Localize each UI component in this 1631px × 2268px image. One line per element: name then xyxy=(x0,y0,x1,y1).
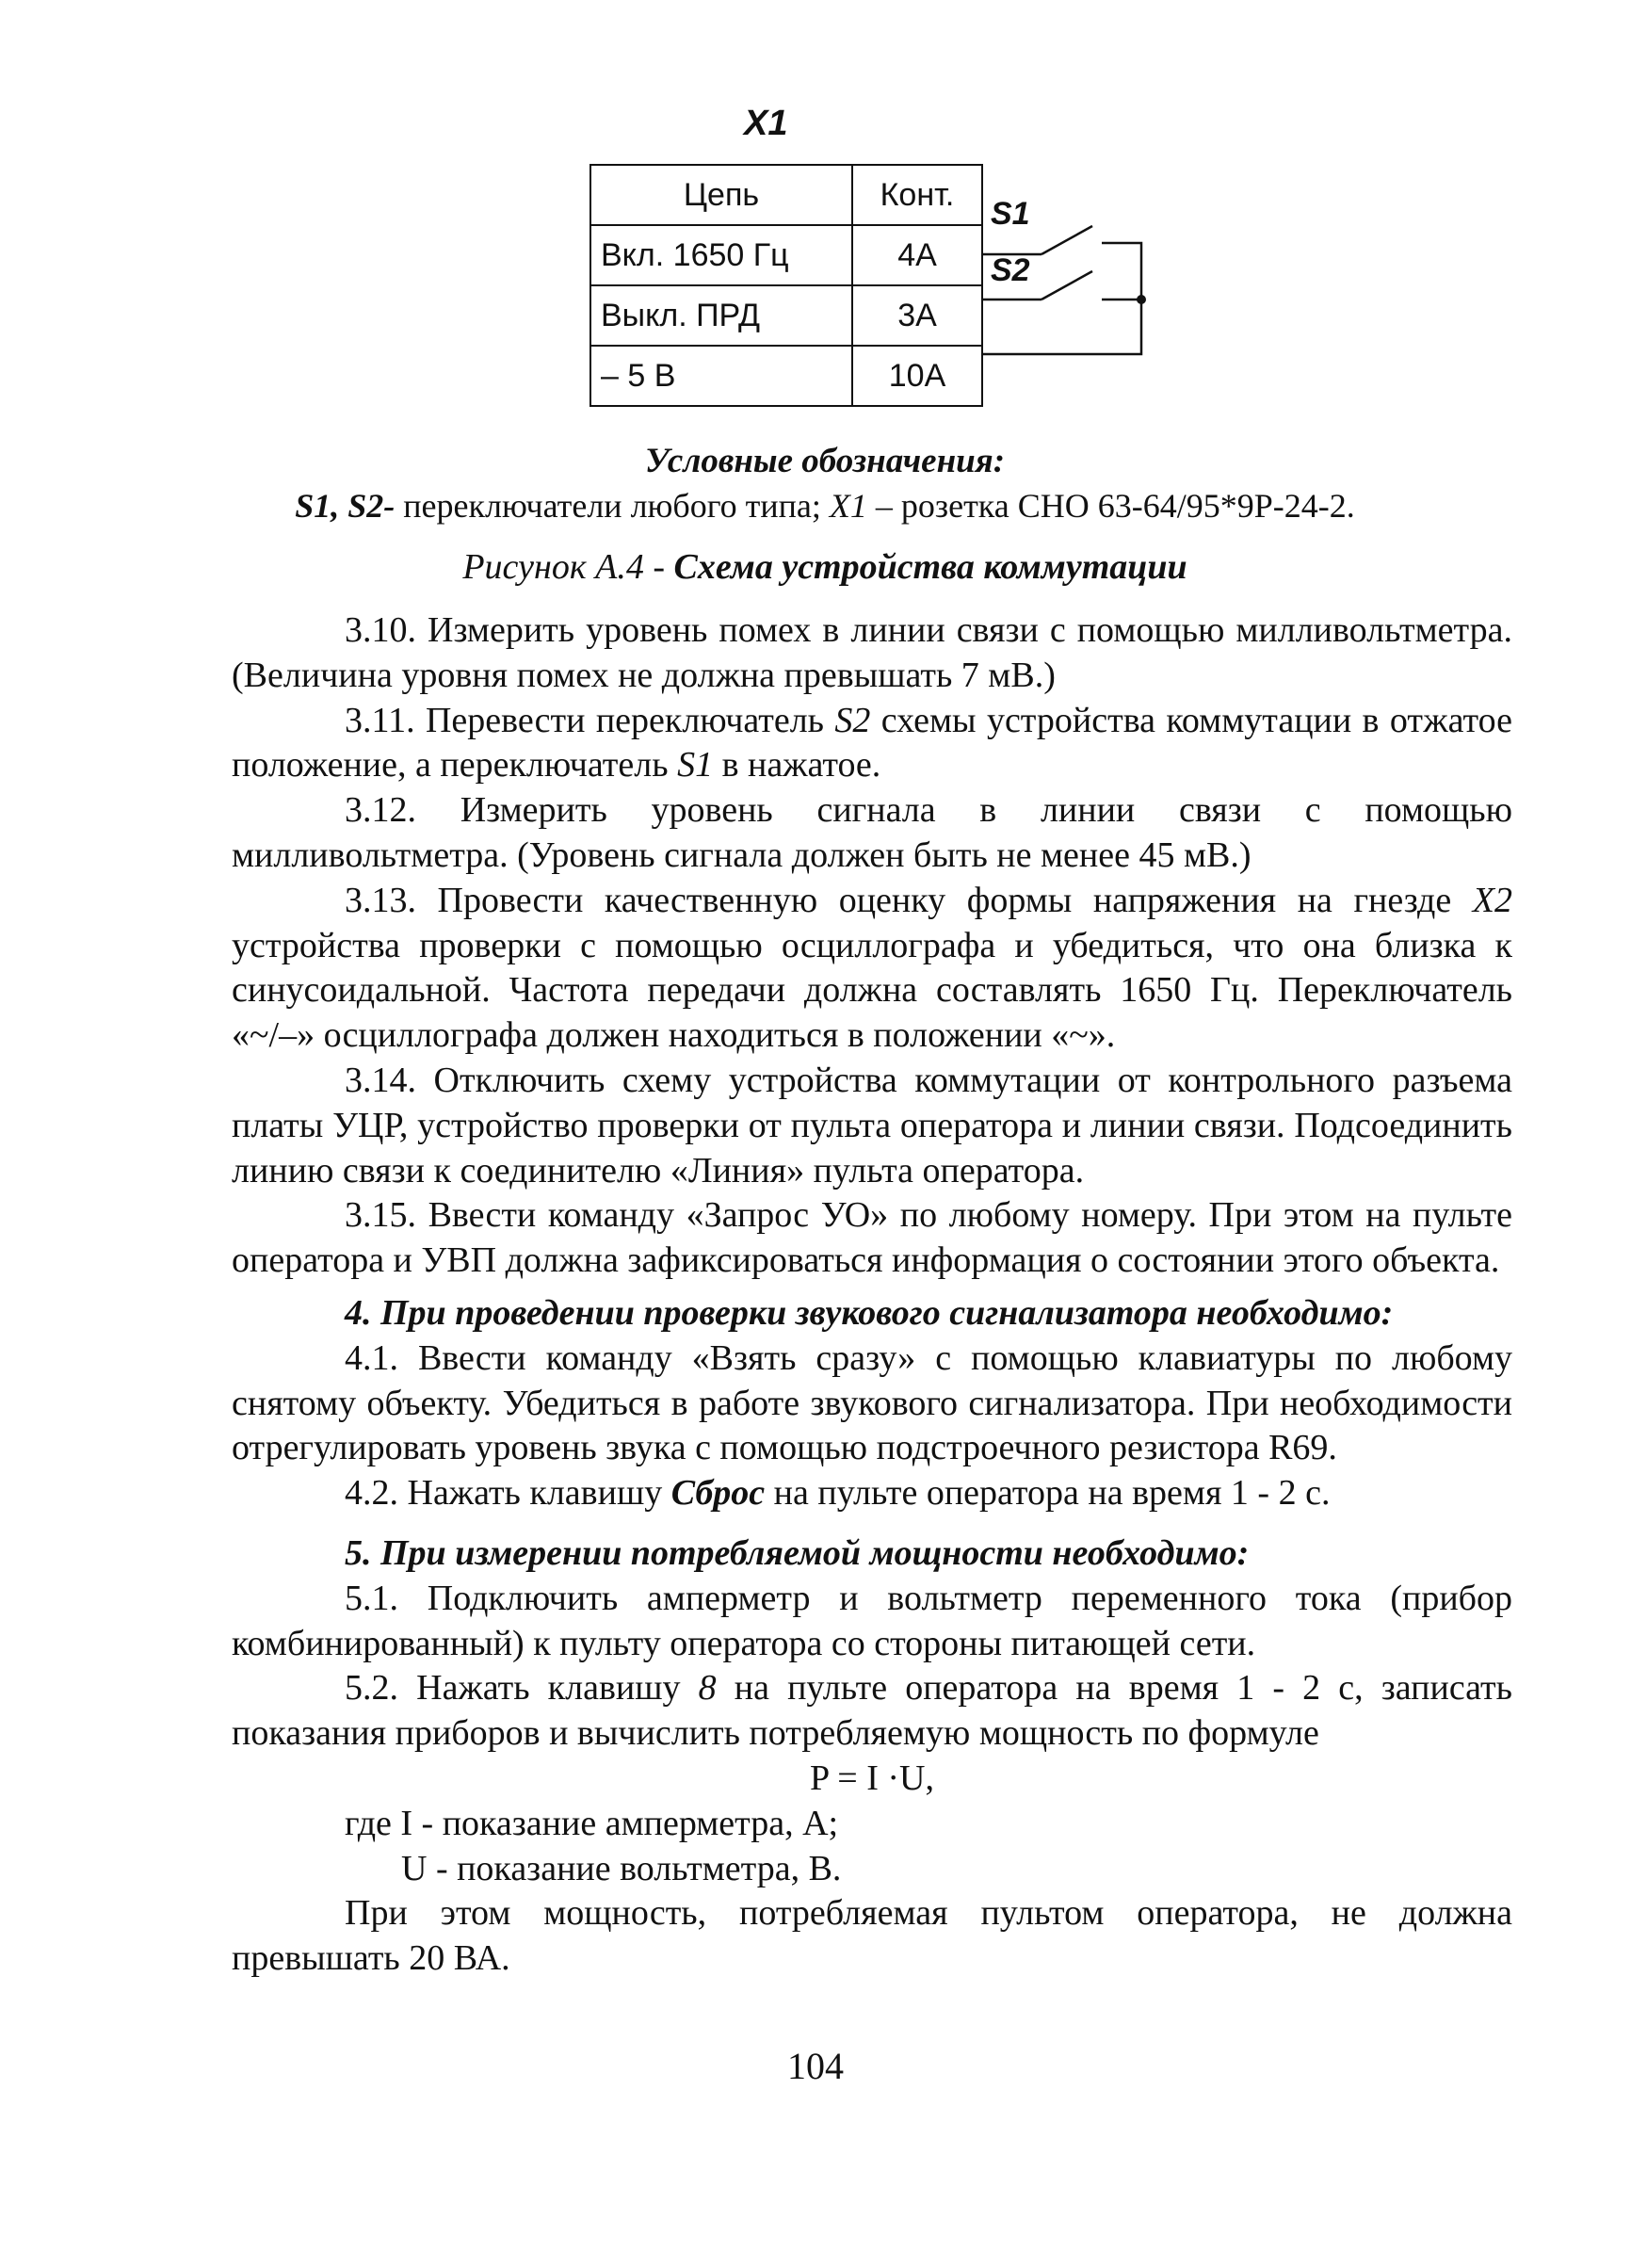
figure-caption xyxy=(226,546,1424,588)
step-5-1: 5.1. Подключить амперметр и вольтметр переменного тока (прибор комбинированный) к пульту оператора со стороны питающей сети. xyxy=(232,1578,1512,1663)
section-5-heading: 5. При измерении потребляемой мощности необходимо: xyxy=(345,1532,1250,1573)
table-row xyxy=(590,285,982,346)
header-contact: Конт. xyxy=(852,165,982,225)
power-formula: P = I ·U, xyxy=(810,1758,934,1798)
switch2-label: S2 xyxy=(991,252,1030,288)
step-4-1: 4.1. Ввести команду «Взять сразу» с помощью клавиатуры по любому снятому объекту. Убедиться в работе звукового сигнализатора. При необходимости отрегулировать уровень звука с помощью подстроечного резистора R69. xyxy=(232,1337,1512,1468)
legend-title: Условные обозначения: xyxy=(644,442,1006,480)
step-5-2: 5.2. Нажать клавишу 8 на пульте оператора на время 1 - 2 с, записать показания приборов и вычислить потребляемую мощность по формуле xyxy=(232,1668,1512,1754)
step-3-13: 3.13. Провести качественную оценку формы напряжения на гнезде X2 устройства проверки с помощью осциллографа и убедиться, что она близка к синусоидальной. Частота передачи должна составлять 1650 Гц. Переключатель «~/–» осциллографа должен находиться в положении «~». xyxy=(232,880,1512,1056)
formula-where-voltage: U - показание вольтметра, В. xyxy=(401,1848,842,1888)
switch1-label: S1 xyxy=(991,196,1030,232)
legend-switches: S1, S2- xyxy=(295,487,396,525)
table-header-row xyxy=(590,165,982,225)
step-3-14: 3.14. Отключить схему устройства коммутации от контрольного разъема платы УЦР, устройство проверки от пульта оператора и линии связи. Подсоединить линию связи к соединителю «Линия» пульта оператора. xyxy=(232,1060,1512,1191)
table-row xyxy=(590,346,982,406)
section-4-heading: 4. При проведении проверки звукового сигнализатора необходимо: xyxy=(345,1292,1394,1333)
s1-switch-blade xyxy=(1042,226,1092,254)
legend-line xyxy=(226,486,1424,526)
step-3-15: 3.15. Ввести команду «Запрос УО» по любому номеру. При этом на пульте оператора и УВП должна зафиксироваться информация о состоянии этого объекта. xyxy=(232,1195,1512,1281)
row-circuit: Выкл. ПРД xyxy=(590,285,852,346)
header-circuit: Цепь xyxy=(590,165,852,225)
common-wire xyxy=(981,300,1141,354)
legend-connector-desc: – розетка СНО 63-64/95*9Р-24-2. xyxy=(866,487,1355,525)
step-3-11: 3.11. Перевести переключатель S2 схемы устройства коммутации в отжатое положение, а переключатель S1 в нажатое. xyxy=(232,700,1512,786)
circuit-table xyxy=(589,164,983,407)
step-3-10: 3.10. Измерить уровень помех в линии связи с помощью милливольтметра. (Величина уровня помех не должна превышать 7 мВ.) xyxy=(232,610,1512,695)
row-contact: 4А xyxy=(852,225,982,285)
table-row xyxy=(590,225,982,285)
formula-where-current: где I - показание амперметра, А; xyxy=(345,1803,839,1843)
row-circuit: – 5 В xyxy=(590,346,852,406)
s2-switch-blade xyxy=(1042,271,1092,300)
caption-prefix: Рисунок А.4 - xyxy=(462,547,674,587)
step-4-2: 4.2. Нажать клавишу Сброс на пульте оператора на время 1 - 2 с. xyxy=(345,1473,1331,1514)
s1-wire-out xyxy=(1102,243,1141,300)
legend-switches-desc: переключатели любого типа; xyxy=(395,487,830,525)
step-3-12: 3.12. Измерить уровень сигнала в линии связи с помощью милливольтметра. (Уровень сигнала должен быть не менее 45 мВ.) xyxy=(232,790,1512,875)
page-number: 104 xyxy=(787,2045,844,2087)
row-contact: 10А xyxy=(852,346,982,406)
legend-connector: X1 xyxy=(829,487,867,525)
row-circuit: Вкл. 1650 Гц xyxy=(590,225,852,285)
caption-title: Схема устройства коммутации xyxy=(673,547,1187,587)
body-text xyxy=(232,608,1512,1982)
row-contact: 3А xyxy=(852,285,982,346)
power-limit-note: При этом мощность, потребляемая пультом оператора, не должна превышать 20 ВА. xyxy=(232,1893,1512,1979)
connector-label: X1 xyxy=(744,104,788,143)
junction-dot xyxy=(1137,295,1146,304)
